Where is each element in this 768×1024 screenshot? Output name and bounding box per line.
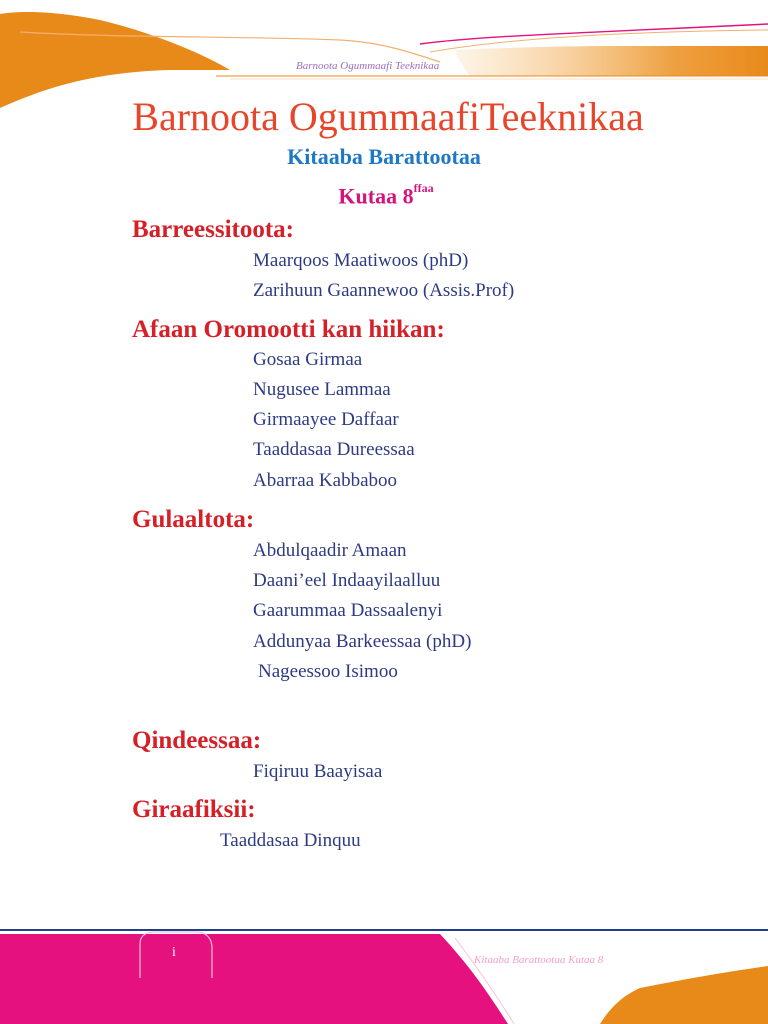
footer-decoration bbox=[0, 926, 768, 1024]
translator-name: Abarraa Kabbaboo bbox=[253, 470, 398, 491]
editor-name: Gaarummaa Dassaalenyi bbox=[253, 600, 443, 621]
book-subtitle: Kitaaba Barattootaa bbox=[287, 144, 481, 169]
section-heading-coordinator: Qindeessaa: bbox=[132, 727, 262, 754]
writer-name: Zarihuun Gaannewoo (Assis.Prof) bbox=[253, 280, 515, 301]
editor-name: Addunyaa Barkeessaa (phD) bbox=[253, 631, 472, 652]
section-heading-graphics: Giraafiksii: bbox=[132, 796, 256, 823]
section-heading-translators: Afaan Oromootti kan hiikan: bbox=[132, 316, 445, 343]
grade-text: Kutaa 8 bbox=[338, 183, 414, 209]
footer-running-title: Kitaaba Barattootaa Kutaa 8 bbox=[474, 954, 604, 966]
writer-name: Maarqoos Maatiwoos (phD) bbox=[253, 250, 469, 271]
section-heading-editors: Gulaaltota: bbox=[132, 506, 255, 533]
book-title: Barnoota OgummaafiTeeknikaa bbox=[132, 94, 644, 139]
page-number: i bbox=[172, 945, 176, 960]
editor-name: Daani’eel Indaayilaalluu bbox=[253, 570, 441, 591]
editor-name: Nageessoo Isimoo bbox=[258, 661, 398, 682]
translator-name: Taaddasaa Dureessaa bbox=[253, 439, 415, 460]
translator-name: Girmaayee Daffaar bbox=[253, 409, 399, 430]
editor-name: Abdulqaadir Amaan bbox=[253, 540, 407, 561]
translator-name: Nugusee Lammaa bbox=[253, 379, 391, 400]
header-running-title: Barnoota Ogummaafi Teeknikaa bbox=[296, 60, 440, 72]
grade-superscript: ffaa bbox=[413, 181, 434, 195]
grade-label bbox=[0, 176, 768, 211]
section-heading-writers: Barreessitoota: bbox=[132, 216, 294, 243]
coordinator-name: Fiqiruu Baayisaa bbox=[253, 761, 383, 782]
translator-name: Gosaa Girmaa bbox=[253, 349, 363, 370]
graphics-name: Taaddasaa Dinquu bbox=[220, 830, 361, 851]
